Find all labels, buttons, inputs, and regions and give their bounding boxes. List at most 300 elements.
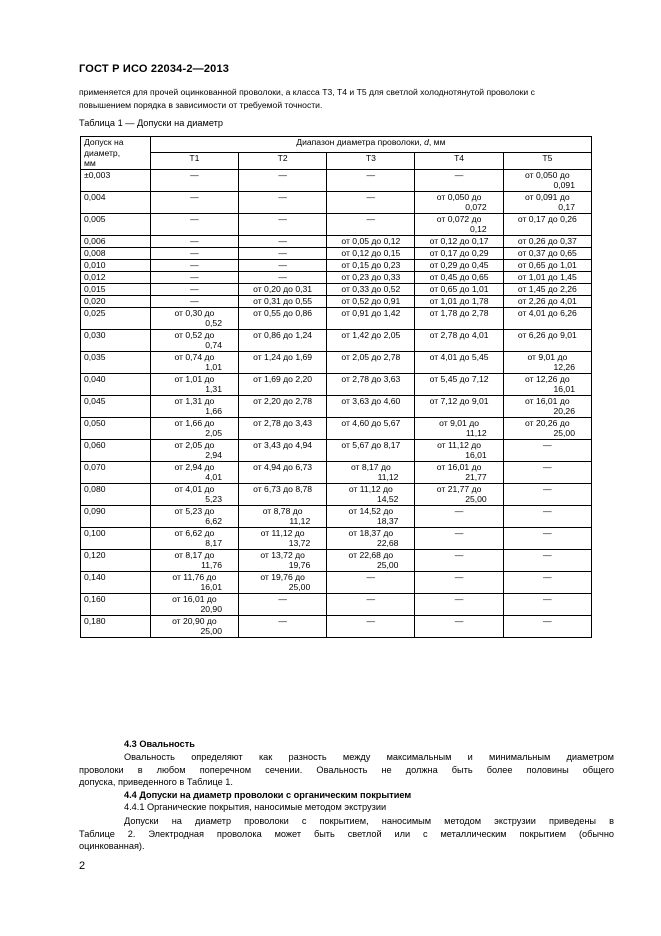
dash-mark: — xyxy=(278,169,287,180)
paragraph-line: допуска, приведенного в Таблице 1. xyxy=(79,777,233,787)
range-cell-t2 xyxy=(239,615,327,637)
range-cell-t4 xyxy=(415,549,503,571)
table-row xyxy=(81,593,592,615)
range-cell-t2 xyxy=(239,283,327,295)
range-text: 0,52 xyxy=(205,318,222,328)
range-text: от 3,63 до 4,60 xyxy=(341,395,401,406)
range-text: от 0,91 до 1,42 xyxy=(341,307,401,318)
extrusion-paragraph xyxy=(79,815,614,853)
range-cell-t4 xyxy=(415,191,503,213)
table-row xyxy=(81,373,592,395)
range-cell-t3 xyxy=(327,329,415,351)
range-cell-t1 xyxy=(150,549,238,571)
range-cell-t5 xyxy=(503,329,591,351)
range-text: от 1,66 до xyxy=(174,417,215,428)
table-row xyxy=(81,615,592,637)
header-line: диаметр, xyxy=(84,147,121,158)
range-text: от 2,94 до xyxy=(174,461,215,472)
range-text: 16,01 xyxy=(465,450,487,460)
range-text: от 0,55 до 0,86 xyxy=(253,307,313,318)
range-cell-t3 xyxy=(327,505,415,527)
range-text: от 1,01 до 1,78 xyxy=(429,295,489,306)
dash-mark: — xyxy=(190,271,199,282)
range-text: от 11,12 до xyxy=(260,527,305,538)
paragraph-line: Допуски на диаметр проволоки с покрытием, наносимым методом экструзии приведены в xyxy=(124,816,614,826)
range-cell-t3 xyxy=(327,439,415,461)
range-text: от 0,65 до 1,01 xyxy=(517,259,577,270)
range-cell-t1 xyxy=(150,235,238,247)
range-text: 1,01 xyxy=(205,362,222,372)
range-cell-t4 xyxy=(415,615,503,637)
dash-mark: — xyxy=(543,527,552,538)
range-text: от 2,78 до 3,43 xyxy=(253,417,313,428)
range-text: 0,74 xyxy=(205,340,222,350)
range-cell-t1 xyxy=(150,571,238,593)
table-row xyxy=(81,271,592,283)
range-cell-t1 xyxy=(150,295,238,307)
range-cell-t1 xyxy=(150,329,238,351)
range-text: 1,66 xyxy=(205,406,222,416)
range-text: от 0,091 до xyxy=(525,191,570,202)
range-text: от 1,45 до 2,26 xyxy=(517,283,577,294)
range-text: от 5,67 до 8,17 xyxy=(341,439,401,450)
tolerance-value: 0,025 xyxy=(81,307,151,329)
table-row xyxy=(81,549,592,571)
range-text: от 4,60 до 5,67 xyxy=(341,417,401,428)
range-cell-t4 xyxy=(415,247,503,259)
range-cell-t1 xyxy=(150,213,238,235)
paragraph-line: Овальность определяют как разность между максимальным и минимальным диаметром xyxy=(124,752,614,762)
range-cell-t2 xyxy=(239,235,327,247)
range-text: от 0,31 до 0,55 xyxy=(253,295,313,306)
range-cell-t3 xyxy=(327,295,415,307)
range-cell-t5 xyxy=(503,169,591,191)
table-row xyxy=(81,169,592,191)
range-text: от 11,12 до xyxy=(437,439,482,450)
range-cell-t3 xyxy=(327,259,415,271)
range-text: от 4,94 до 6,73 xyxy=(253,461,313,472)
range-cell-t3 xyxy=(327,615,415,637)
dash-mark: — xyxy=(190,283,199,294)
range-cell-t1 xyxy=(150,527,238,549)
range-cell-t5 xyxy=(503,259,591,271)
range-cell-t4 xyxy=(415,439,503,461)
class-header-t1: Т1 xyxy=(150,153,238,169)
section-heading-ovality: 4.3 Овальность xyxy=(124,739,195,749)
range-text: от 0,072 до xyxy=(436,213,482,224)
paragraph-line: Таблице 2. Электродная проволока может быть светлой или с металлическим покрытием (обычно xyxy=(79,828,614,839)
range-cell-t4 xyxy=(415,271,503,283)
range-cell-t2 xyxy=(239,191,327,213)
range-cell-t3 xyxy=(327,593,415,615)
tolerance-value: 0,020 xyxy=(81,295,151,307)
dash-mark: — xyxy=(278,247,287,258)
dash-mark: — xyxy=(366,615,376,626)
range-text: 16,01 xyxy=(200,582,222,592)
range-text: от 0,05 до 0,12 xyxy=(341,235,401,246)
range-cell-t5 xyxy=(503,351,591,373)
range-text: от 0,86 до 1,24 xyxy=(253,329,313,340)
range-text: 25,00 xyxy=(376,560,399,570)
range-text: 25,00 xyxy=(200,626,222,636)
table-row xyxy=(81,461,592,483)
range-text: 0,12 xyxy=(469,224,487,234)
tolerance-value: 0,008 xyxy=(81,247,151,259)
range-text: от 16,01 до xyxy=(436,461,482,472)
range-text: от 11,12 до xyxy=(348,483,393,494)
range-text: от 1,42 до 2,05 xyxy=(341,329,401,340)
range-text: от 0,17 до 0,26 xyxy=(517,213,577,224)
dash-mark: — xyxy=(543,483,552,494)
range-text: 2,05 xyxy=(205,428,222,438)
range-text: от 18,37 до xyxy=(348,527,394,538)
range-text: 11,12 xyxy=(465,428,487,438)
range-text: от 5,45 до 7,12 xyxy=(429,373,489,384)
range-cell-t2 xyxy=(239,527,327,549)
dash-mark: — xyxy=(190,235,199,246)
range-cell-t2 xyxy=(239,259,327,271)
range-cell-t4 xyxy=(415,483,503,505)
range-text: от 1,78 до 2,78 xyxy=(429,307,489,318)
range-cell-t4 xyxy=(415,283,503,295)
range-cell-t5 xyxy=(503,283,591,295)
range-cell-t1 xyxy=(150,259,238,271)
range-text: от 16,01 до xyxy=(525,395,570,406)
section-heading-coating-tolerances: 4.4 Допуски на диаметр проволоки с органическим покрытием xyxy=(124,790,412,800)
range-cell-t1 xyxy=(150,461,238,483)
range-cell-t3 xyxy=(327,461,415,483)
tolerance-value: 0,010 xyxy=(81,259,151,271)
range-cell-t2 xyxy=(239,307,327,329)
table-row xyxy=(81,213,592,235)
range-text: от 2,05 до 2,78 xyxy=(341,351,401,362)
range-text: 19,76 xyxy=(288,560,311,570)
range-text: от 0,29 до 0,45 xyxy=(429,259,489,270)
range-cell-t4 xyxy=(415,593,503,615)
dash-mark: — xyxy=(454,169,464,180)
dash-mark: — xyxy=(278,615,287,626)
dash-mark: — xyxy=(278,191,287,202)
range-text: 16,01 xyxy=(553,384,575,394)
range-cell-t1 xyxy=(150,373,238,395)
range-text: от 13,72 до xyxy=(260,549,305,560)
range-text: от 0,050 до xyxy=(525,169,570,180)
range-cell-t1 xyxy=(150,169,238,191)
range-text: от 0,30 до xyxy=(174,307,215,318)
dash-mark: — xyxy=(190,295,199,306)
tolerance-value: 0,005 xyxy=(81,213,151,235)
range-cell-t3 xyxy=(327,527,415,549)
tolerance-value: 0,070 xyxy=(81,461,151,483)
range-text: от 8,78 до xyxy=(262,505,303,516)
range-cell-t3 xyxy=(327,549,415,571)
header-line: мм xyxy=(84,158,96,168)
tolerance-value: 0,080 xyxy=(81,483,151,505)
range-cell-t4 xyxy=(415,417,503,439)
range-cell-t5 xyxy=(503,271,591,283)
range-cell-t2 xyxy=(239,593,327,615)
table-row xyxy=(81,571,592,593)
range-cell-t5 xyxy=(503,505,591,527)
table-row xyxy=(81,235,592,247)
range-text: 6,62 xyxy=(205,516,222,526)
tolerance-value: 0,050 xyxy=(81,417,151,439)
paragraph-line: оцинкованная). xyxy=(79,841,145,851)
dash-mark: — xyxy=(278,259,287,270)
range-cell-t3 xyxy=(327,169,415,191)
range-cell-t5 xyxy=(503,461,591,483)
range-cell-t4 xyxy=(415,307,503,329)
diameter-range-header: Диапазон диаметра проволоки, d, мм xyxy=(150,137,591,153)
range-cell-t4 xyxy=(415,351,503,373)
dash-mark: — xyxy=(278,271,287,282)
range-cell-t2 xyxy=(239,417,327,439)
range-text: от 6,73 до 8,78 xyxy=(253,483,313,494)
class-header-t5: Т5 xyxy=(503,153,591,169)
range-cell-t2 xyxy=(239,549,327,571)
range-text: 21,77 xyxy=(465,472,487,482)
range-text: 13,72 xyxy=(288,538,311,548)
dash-mark: — xyxy=(454,505,464,516)
range-text: от 2,20 до 2,78 xyxy=(253,395,313,406)
range-text: от 0,050 до xyxy=(436,191,482,202)
range-cell-t5 xyxy=(503,307,591,329)
range-text: 2,94 xyxy=(205,450,222,460)
range-cell-t5 xyxy=(503,593,591,615)
range-cell-t4 xyxy=(415,169,503,191)
range-text: от 8,17 до xyxy=(350,461,391,472)
dash-mark: — xyxy=(454,615,464,626)
ovality-paragraph xyxy=(79,751,614,789)
range-cell-t1 xyxy=(150,593,238,615)
tolerance-value: 0,160 xyxy=(81,593,151,615)
range-cell-t5 xyxy=(503,213,591,235)
dash-mark: — xyxy=(278,235,287,246)
table-row xyxy=(81,395,592,417)
tolerance-value: 0,035 xyxy=(81,351,151,373)
range-text: от 9,01 до xyxy=(439,417,479,428)
intro-paragraph xyxy=(79,86,615,111)
range-text: от 0,65 до 1,01 xyxy=(429,283,489,294)
table-row xyxy=(81,191,592,213)
dash-mark: — xyxy=(543,593,552,604)
range-cell-t2 xyxy=(239,351,327,373)
range-text: от 0,52 до 0,91 xyxy=(341,295,401,306)
range-text: от 16,01 до xyxy=(172,593,217,604)
dash-mark: — xyxy=(543,571,552,582)
table-row xyxy=(81,247,592,259)
range-text: от 0,74 до xyxy=(174,351,215,362)
range-cell-t3 xyxy=(327,271,415,283)
tolerance-value: 0,060 xyxy=(81,439,151,461)
table-row xyxy=(81,295,592,307)
range-text: 0,072 xyxy=(465,202,487,212)
range-text: от 0,20 до 0,31 xyxy=(253,283,313,294)
range-cell-t1 xyxy=(150,505,238,527)
dash-mark: — xyxy=(366,169,376,180)
range-text: от 4,01 до 6,26 xyxy=(517,307,577,318)
table-row xyxy=(81,527,592,549)
range-text: от 12,26 до xyxy=(525,373,570,384)
range-text: 11,12 xyxy=(377,472,399,482)
range-text: от 22,68 до xyxy=(348,549,394,560)
range-cell-t1 xyxy=(150,271,238,283)
range-cell-t2 xyxy=(239,295,327,307)
range-cell-t3 xyxy=(327,307,415,329)
range-text: от 0,52 до xyxy=(174,329,215,340)
tolerance-column-header xyxy=(81,137,151,170)
range-cell-t5 xyxy=(503,417,591,439)
range-text: от 1,31 до xyxy=(174,395,215,406)
range-text: 1,31 xyxy=(205,384,222,394)
range-text: от 5,23 до xyxy=(174,505,215,516)
range-cell-t2 xyxy=(239,373,327,395)
dash-mark: — xyxy=(454,571,464,582)
range-text: от 20,26 до xyxy=(525,417,570,428)
tolerance-value: 0,030 xyxy=(81,329,151,351)
range-cell-t2 xyxy=(239,247,327,259)
dash-mark: — xyxy=(190,191,199,202)
range-cell-t3 xyxy=(327,191,415,213)
range-cell-t3 xyxy=(327,235,415,247)
range-text: 14,52 xyxy=(376,494,399,504)
range-text: от 14,52 до xyxy=(348,505,394,516)
range-text: от 6,62 до xyxy=(174,527,215,538)
class-header-t3: Т3 xyxy=(327,153,415,169)
range-text: 18,37 xyxy=(376,516,399,526)
dash-mark: — xyxy=(366,593,376,604)
tolerance-value: 0,004 xyxy=(81,191,151,213)
range-cell-t5 xyxy=(503,549,591,571)
dash-mark: — xyxy=(366,571,376,582)
tolerance-value: 0,090 xyxy=(81,505,151,527)
range-cell-t1 xyxy=(150,351,238,373)
range-text: от 19,76 до xyxy=(260,571,305,582)
range-cell-t4 xyxy=(415,373,503,395)
range-text: от 0,15 до 0,23 xyxy=(341,259,401,270)
range-cell-t4 xyxy=(415,527,503,549)
range-cell-t3 xyxy=(327,351,415,373)
tolerance-value: 0,045 xyxy=(81,395,151,417)
dash-mark: — xyxy=(190,213,199,224)
header-line: Допуск на xyxy=(84,137,124,147)
range-text: от 0,12 до 0,17 xyxy=(429,235,489,246)
range-text: от 7,12 до 9,01 xyxy=(429,395,489,406)
range-text: от 2,78 до 4,01 xyxy=(429,329,489,340)
tolerance-value: 0,006 xyxy=(81,235,151,247)
range-text: 8,17 xyxy=(205,538,222,548)
table-row xyxy=(81,505,592,527)
range-cell-t2 xyxy=(239,213,327,235)
range-text: 0,17 xyxy=(558,202,575,212)
range-text: 5,23 xyxy=(205,494,222,504)
range-text: 25,00 xyxy=(465,494,487,504)
range-text: от 8,17 до xyxy=(174,549,215,560)
dash-mark: — xyxy=(543,439,552,450)
range-cell-t5 xyxy=(503,295,591,307)
tolerance-value: ±0,003 xyxy=(81,169,151,191)
range-cell-t1 xyxy=(150,247,238,259)
range-text: от 2,05 до xyxy=(174,439,215,450)
dash-mark: — xyxy=(190,247,199,258)
range-text: от 0,23 до 0,33 xyxy=(341,271,401,282)
tolerance-value: 0,015 xyxy=(81,283,151,295)
range-cell-t1 xyxy=(150,307,238,329)
range-cell-t5 xyxy=(503,235,591,247)
table-caption: Таблица 1 — Допуски на диаметр xyxy=(79,118,223,128)
dash-mark: — xyxy=(543,461,552,472)
range-text: 12,26 xyxy=(553,362,575,372)
range-cell-t4 xyxy=(415,259,503,271)
range-cell-t3 xyxy=(327,213,415,235)
range-text: от 1,69 до 2,20 xyxy=(253,373,313,384)
dash-mark: — xyxy=(278,593,287,604)
range-cell-t5 xyxy=(503,191,591,213)
range-cell-t4 xyxy=(415,295,503,307)
range-cell-t2 xyxy=(239,571,327,593)
range-text: от 1,24 до 1,69 xyxy=(253,351,313,362)
dash-mark: — xyxy=(190,259,199,270)
dash-mark: — xyxy=(543,549,552,560)
class-header-t2: Т2 xyxy=(239,153,327,169)
range-text: от 0,37 до 0,65 xyxy=(517,247,577,258)
tolerance-value: 0,140 xyxy=(81,571,151,593)
range-cell-t2 xyxy=(239,395,327,417)
document-header: ГОСТ Р ИСО 22034-2—2013 xyxy=(79,63,230,75)
range-cell-t4 xyxy=(415,571,503,593)
range-cell-t1 xyxy=(150,395,238,417)
range-text: 20,26 xyxy=(553,406,575,416)
range-text: 20,90 xyxy=(200,604,222,614)
range-cell-t1 xyxy=(150,615,238,637)
range-cell-t2 xyxy=(239,169,327,191)
table-row xyxy=(81,307,592,329)
range-cell-t4 xyxy=(415,329,503,351)
range-cell-t3 xyxy=(327,483,415,505)
range-cell-t3 xyxy=(327,283,415,295)
range-text: 4,01 xyxy=(205,472,222,482)
dash-mark: — xyxy=(543,505,552,516)
page-number: 2 xyxy=(79,860,86,872)
table-row xyxy=(81,351,592,373)
table-row xyxy=(81,483,592,505)
subsection-heading-extrusion: 4.4.1 Органические покрытия, наносимые методом экструзии xyxy=(124,802,387,812)
dash-mark: — xyxy=(543,615,552,626)
range-cell-t2 xyxy=(239,505,327,527)
range-cell-t3 xyxy=(327,571,415,593)
range-text: 22,68 xyxy=(376,538,399,548)
intro-line: повышением порядка в зависимости от требуемой точности. xyxy=(79,99,323,110)
dash-mark: — xyxy=(454,549,464,560)
range-cell-t2 xyxy=(239,461,327,483)
range-cell-t2 xyxy=(239,329,327,351)
range-text: от 0,33 до 0,52 xyxy=(341,283,401,294)
range-cell-t2 xyxy=(239,483,327,505)
range-text: от 0,12 до 0,15 xyxy=(341,247,401,258)
range-cell-t3 xyxy=(327,417,415,439)
range-cell-t1 xyxy=(150,283,238,295)
class-header-t4: Т4 xyxy=(415,153,503,169)
range-cell-t5 xyxy=(503,247,591,259)
intro-line: применяется для прочей оцинкованной проволоки, а класса Т3, Т4 и Т5 для светлой холоднотянутой проволоки с xyxy=(79,87,535,97)
range-text: от 2,78 до 3,63 xyxy=(341,373,401,384)
table-row xyxy=(81,259,592,271)
dash-mark: — xyxy=(454,527,464,538)
range-cell-t2 xyxy=(239,271,327,283)
range-cell-t5 xyxy=(503,439,591,461)
range-text: 11,12 xyxy=(289,516,311,526)
range-text: 0,091 xyxy=(553,180,575,190)
